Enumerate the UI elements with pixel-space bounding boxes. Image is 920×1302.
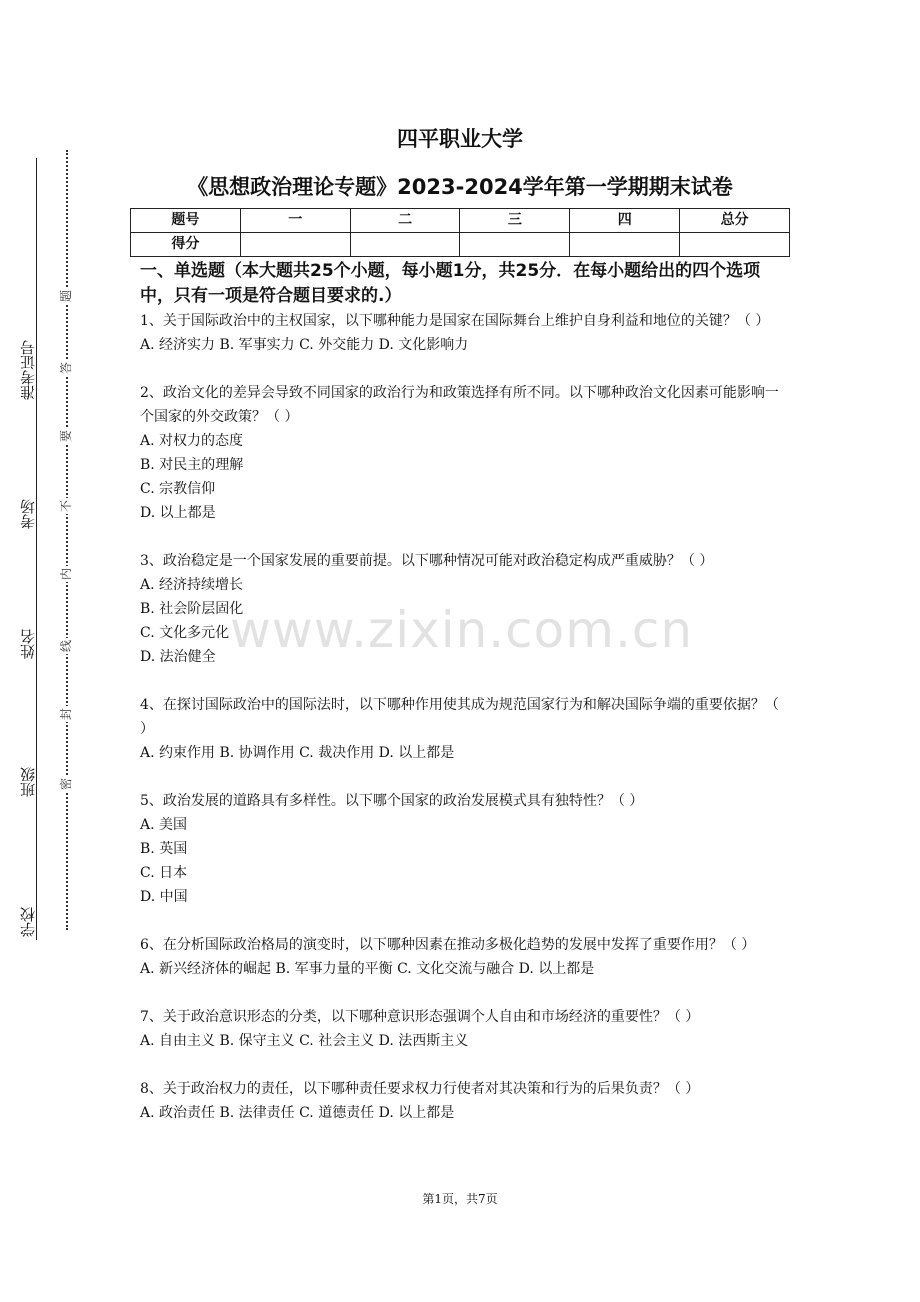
option-b: B. 英国 bbox=[140, 841, 188, 857]
option-a: A. 美国 bbox=[140, 817, 188, 833]
label-exam-number: 准考证号 bbox=[19, 340, 37, 400]
question-options: A. 约束作用 B. 协调作用 C. 裁决作用 D. 以上都是 bbox=[140, 745, 455, 761]
section-heading: 一、单选题（本大题共25个小题，每小题1分，共25分．在每小题给出的四个选项中，只有一项是符合题目要求的.） bbox=[140, 261, 761, 306]
option-b: B. 社会阶层固化 bbox=[140, 601, 244, 617]
option-b: B. 对民主的理解 bbox=[140, 457, 244, 473]
question-7 bbox=[140, 1005, 790, 1053]
seal-char: 要 bbox=[59, 430, 73, 443]
question-stem: 3、政治稳定是一个国家发展的重要前提。以下哪种情况可能对政治稳定构成严重威胁？（ ） bbox=[140, 553, 714, 569]
score-input-cell[interactable] bbox=[460, 233, 570, 257]
label-school: 学校 bbox=[19, 907, 37, 937]
question-stem: 6、在分析国际政治格局的演变时，以下哪种因素在推动多极化趋势的发展中发挥了重要作用？（ ） bbox=[140, 937, 756, 953]
option-c: C. 日本 bbox=[140, 865, 188, 881]
question-8 bbox=[140, 1077, 790, 1125]
label-name: 姓名 bbox=[19, 629, 37, 659]
score-row-label: 得分 bbox=[131, 233, 241, 257]
question-stem: 7、关于政治意识形态的分类，以下哪种意识形态强调个人自由和市场经济的重要性？（ ） bbox=[140, 1009, 700, 1025]
seal-char: 题 bbox=[59, 290, 73, 303]
question-6 bbox=[140, 933, 790, 981]
score-table-cell: 三 bbox=[460, 209, 570, 233]
score-input-cell[interactable] bbox=[350, 233, 460, 257]
option-c: C. 文化多元化 bbox=[140, 625, 230, 641]
seal-char: 封 bbox=[59, 708, 73, 721]
question-stem: 4、在探讨国际政治中的国际法时，以下哪种作用使其成为规范国家行为和解决国际争端的重要依据？（ ） bbox=[140, 697, 779, 737]
option-a: A. 经济持续增长 bbox=[140, 577, 244, 593]
option-d: D. 法治健全 bbox=[140, 649, 216, 665]
option-c: C. 宗教信仰 bbox=[140, 481, 216, 497]
score-table-cell: 一 bbox=[240, 209, 350, 233]
question-1 bbox=[140, 309, 790, 357]
score-table-score-row bbox=[131, 233, 790, 257]
question-2 bbox=[140, 381, 790, 525]
label-exam-room: 考场 bbox=[19, 499, 37, 529]
score-table bbox=[130, 208, 790, 257]
seal-char: 密 bbox=[59, 778, 73, 791]
binding-dotted-line bbox=[66, 150, 68, 930]
question-stem: 8、关于政治权力的责任，以下哪种责任要求权力行使者对其决策和行为的后果负责？（ ） bbox=[140, 1081, 700, 1097]
exam-title: 《思想政治理论专题》2023-2024学年第一学期期末试卷 bbox=[187, 175, 733, 199]
score-input-cell[interactable] bbox=[240, 233, 350, 257]
question-4 bbox=[140, 693, 790, 765]
option-a: A. 对权力的态度 bbox=[140, 433, 244, 449]
binding-solid-line bbox=[36, 158, 37, 940]
score-table-cell: 总分 bbox=[680, 209, 790, 233]
question-options: A. 新兴经济体的崛起 B. 军事力量的平衡 C. 文化交流与融合 D. 以上都是 bbox=[140, 961, 595, 977]
question-stem: 2、政治文化的差异会导致不同国家的政治行为和政策选择有所不同。以下哪种政治文化因素可能影响一个国家的外交政策？（ ） bbox=[140, 385, 779, 425]
seal-char: 答 bbox=[59, 362, 73, 375]
score-input-cell[interactable] bbox=[570, 233, 680, 257]
score-table-header-row bbox=[131, 209, 790, 233]
question-5 bbox=[140, 789, 790, 909]
option-d: D. 以上都是 bbox=[140, 505, 216, 521]
score-table-cell: 二 bbox=[350, 209, 460, 233]
question-stem: 5、政治发展的道路具有多样性。以下哪个国家的政治发展模式具有独特性？（ ） bbox=[140, 793, 644, 809]
seal-char: 内 bbox=[59, 568, 73, 581]
page-footer: 第1页，共7页 bbox=[422, 1192, 498, 1206]
seal-char: 不 bbox=[59, 500, 73, 513]
label-class: 班级 bbox=[19, 767, 37, 797]
score-table-cell: 四 bbox=[570, 209, 680, 233]
option-d: D. 中国 bbox=[140, 889, 188, 905]
question-3 bbox=[140, 549, 790, 669]
question-stem: 1、关于国际政治中的主权国家，以下哪种能力是国家在国际舞台上维护自身利益和地位的关键？（ ） bbox=[140, 313, 770, 329]
question-options: A. 政治责任 B. 法律责任 C. 道德责任 D. 以上都是 bbox=[140, 1105, 455, 1121]
question-list bbox=[140, 309, 790, 1149]
score-input-cell[interactable] bbox=[680, 233, 790, 257]
seal-char: 线 bbox=[59, 640, 73, 653]
question-options: A. 自由主义 B. 保守主义 C. 社会主义 D. 法西斯主义 bbox=[140, 1033, 469, 1049]
question-options: A. 经济实力 B. 军事实力 C. 外交能力 D. 文化影响力 bbox=[140, 337, 469, 353]
university-name: 四平职业大学 bbox=[397, 127, 523, 151]
score-table-cell: 题号 bbox=[131, 209, 241, 233]
watermark: www.zixin.com.cn bbox=[230, 601, 694, 659]
